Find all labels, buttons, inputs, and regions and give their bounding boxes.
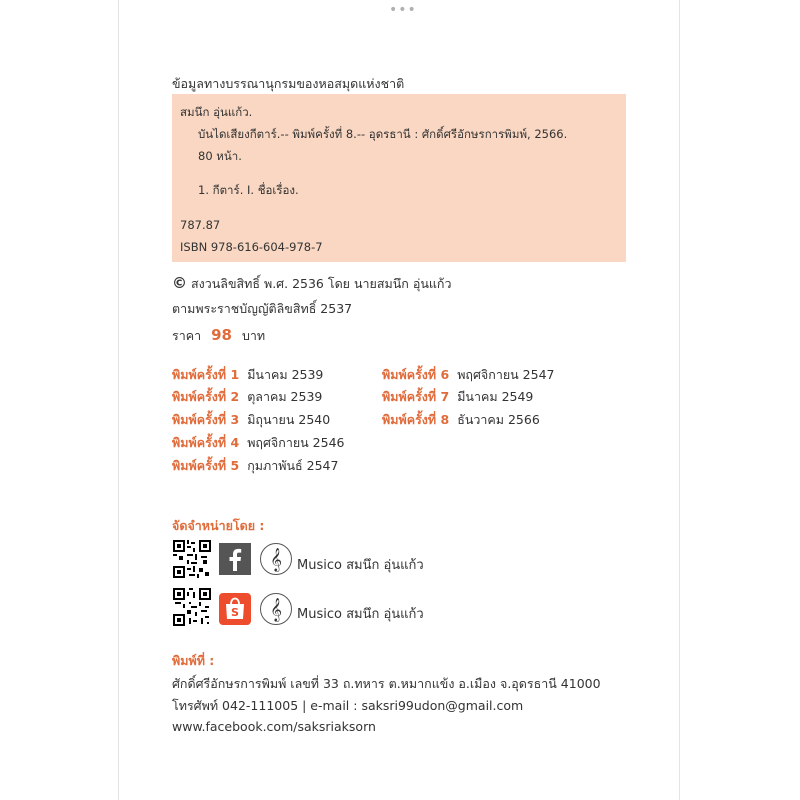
- printer-contact: โทรศัพท์ 042-111005 | e-mail : saksri99udon@gmail.com: [172, 698, 524, 713]
- cip-isbn: ISBN 978-616-604-978-7: [180, 240, 323, 254]
- edition-date: กุมภาพันธ์ 2547: [247, 458, 339, 473]
- edition-label: พิมพ์ครั้งที่ 5: [172, 458, 240, 473]
- edition-date: มิถุนายน 2540: [247, 412, 331, 427]
- cip-heading: ข้อมูลทางบรรณานุกรมของหอสมุดแห่งชาติ: [172, 76, 405, 91]
- edition-date: ตุลาคม 2539: [247, 389, 323, 404]
- copyright-law: ตามพระราชบัญญัติลิขสิทธิ์ 2537: [172, 301, 353, 316]
- edition-row: [172, 456, 338, 476]
- musico-logo-icon: 𝄞: [260, 543, 292, 575]
- price-unit: บาท: [241, 328, 266, 343]
- edition-row: [172, 433, 345, 453]
- copyright-icon: ©: [172, 274, 187, 292]
- price-value: 98: [211, 326, 232, 344]
- copyright-line: [172, 274, 452, 294]
- distributor-person: สมนึก อุ่นแก้ว: [346, 558, 424, 573]
- printer-website[interactable]: www.facebook.com/saksriaksorn: [172, 719, 376, 734]
- edition-date: พฤศจิกายน 2546: [247, 435, 345, 450]
- cip-subjects: 1. กีตาร์. I. ชื่อเรื่อง.: [198, 183, 299, 197]
- edition-label: พิมพ์ครั้งที่ 7: [382, 389, 450, 404]
- svg-text:S: S: [231, 606, 239, 619]
- edition-row: [172, 410, 330, 430]
- edition-date: มีนาคม 2539: [247, 367, 324, 382]
- musico-logo-icon: 𝄞: [260, 593, 292, 625]
- brand-name: Musico: [297, 607, 342, 622]
- qr-code-icon: [173, 540, 211, 578]
- shopee-icon[interactable]: [219, 593, 251, 625]
- edition-row: [172, 365, 323, 385]
- edition-date: ธันวาคม 2566: [457, 412, 540, 427]
- price-line: [172, 326, 265, 346]
- distributor-person: สมนึก อุ่นแก้ว: [346, 607, 424, 622]
- edition-row: [382, 410, 540, 430]
- edition-date: พฤศจิกายน 2547: [457, 367, 555, 382]
- edition-row: [382, 387, 533, 407]
- cip-pages: 80 หน้า.: [198, 149, 242, 163]
- edition-label: พิมพ์ครั้งที่ 4: [172, 435, 240, 450]
- qr-code-icon: [173, 588, 211, 626]
- edition-label: พิมพ์ครั้งที่ 8: [382, 412, 450, 427]
- edition-label: พิมพ์ครั้งที่ 2: [172, 389, 240, 404]
- edition-label: พิมพ์ครั้งที่ 6: [382, 367, 450, 382]
- distribution-title: จัดจำหน่ายโดย :: [172, 518, 265, 533]
- more-options-icon[interactable]: •••: [389, 2, 417, 18]
- edition-label: พิมพ์ครั้งที่ 3: [172, 412, 240, 427]
- cip-title-line: บันไดเสียงกีตาร์.-- พิมพ์ครั้งที่ 8.-- อุดรธานี : ศักดิ์ศรีอักษรการพิมพ์, 2566.: [198, 127, 568, 141]
- printer-address: ศักดิ์ศรีอักษรการพิมพ์ เลขที่ 33 ถ.ทหาร ต.หมากแข้ง อ.เมือง จ.อุดรธานี 41000: [172, 676, 601, 691]
- distributor-name: [297, 554, 424, 575]
- edition-label: พิมพ์ครั้งที่ 1: [172, 367, 240, 382]
- cip-box: [172, 94, 626, 262]
- brand-name: Musico: [297, 558, 342, 573]
- printer-title: พิมพ์ที่ :: [172, 653, 215, 668]
- price-label: ราคา: [172, 328, 202, 343]
- distributor-name: [297, 603, 424, 624]
- cip-class-number: 787.87: [180, 218, 221, 232]
- edition-row: [382, 365, 555, 385]
- facebook-icon[interactable]: [219, 543, 251, 575]
- cip-author: สมนึก อุ่นแก้ว.: [180, 105, 253, 119]
- copyright-text: สงวนลิขสิทธิ์ พ.ศ. 2536 โดย นายสมนึก อุ่นแก้ว: [191, 276, 452, 291]
- edition-date: มีนาคม 2549: [457, 389, 534, 404]
- edition-row: [172, 387, 322, 407]
